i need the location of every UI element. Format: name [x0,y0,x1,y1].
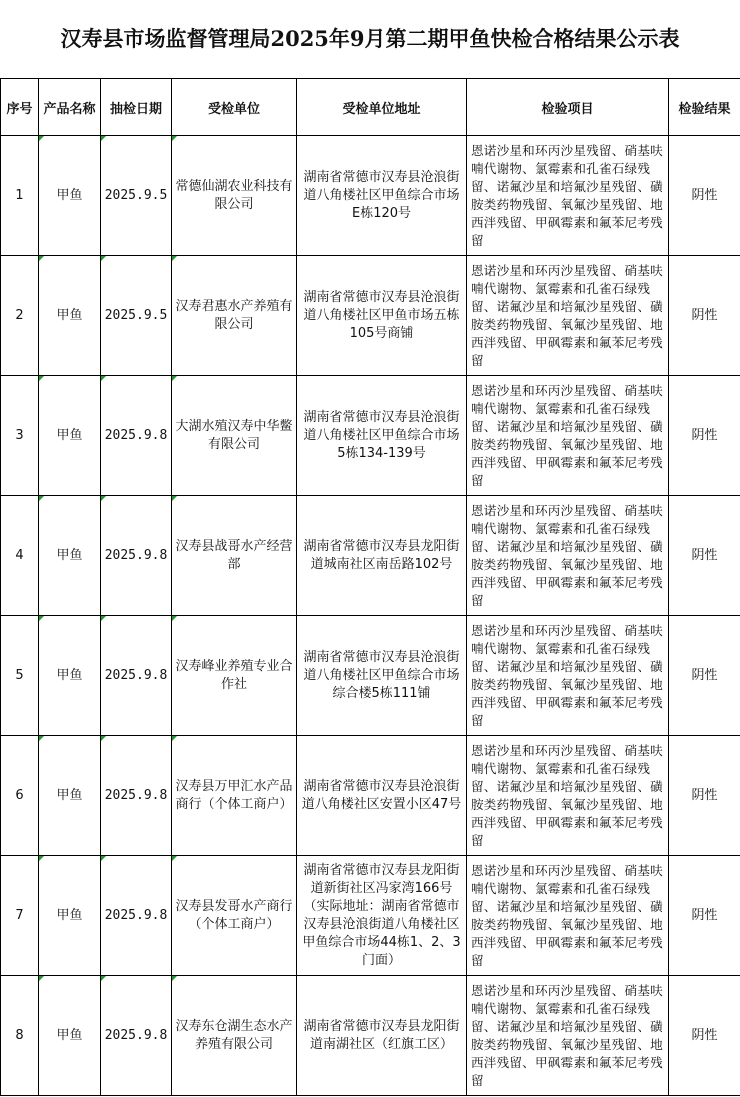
cell-product: 甲鱼 [39,256,101,376]
cell-address: 湖南省常德市汉寿县龙阳街道南湖社区（红旗工区） [297,976,467,1096]
cell-result: 阴性 [669,616,740,736]
table-row [1,136,740,256]
header-product: 产品名称 [39,79,101,136]
cell-items: 恩诺沙星和环丙沙星残留、硝基呋喃代谢物、氯霉素和孔雀石绿残留、诺氟沙星和培氟沙星残留、磺胺类药物残留、氧氟沙星残留、地西泮残留、甲砜霉素和氟苯尼考残留 [467,736,669,856]
cell-address: 湖南省常德市汉寿县沧浪街道八角楼社区甲鱼市场五栋105号商铺 [297,256,467,376]
cell-items: 恩诺沙星和环丙沙星残留、硝基呋喃代谢物、氯霉素和孔雀石绿残留、诺氟沙星和培氟沙星残留、磺胺类药物残留、氧氟沙星残留、地西泮残留、甲砜霉素和氟苯尼考残留 [467,256,669,376]
cell-address: 湖南省常德市汉寿县沧浪街道八角楼社区甲鱼综合市场综合楼5栋111铺 [297,616,467,736]
cell-unit: 汉寿县发哥水产商行（个体工商户） [172,856,297,976]
cell-items: 恩诺沙星和环丙沙星残留、硝基呋喃代谢物、氯霉素和孔雀石绿残留、诺氟沙星和培氟沙星残留、磺胺类药物残留、氧氟沙星残留、地西泮残留、甲砜霉素和氟苯尼考残留 [467,376,669,496]
cell-address: 湖南省常德市汉寿县龙阳街道城南社区南岳路102号 [297,496,467,616]
cell-unit: 汉寿君惠水产养殖有限公司 [172,256,297,376]
cell-seq: 3 [1,376,39,496]
cell-seq: 8 [1,976,39,1096]
cell-product: 甲鱼 [39,976,101,1096]
cell-items: 恩诺沙星和环丙沙星残留、硝基呋喃代谢物、氯霉素和孔雀石绿残留、诺氟沙星和培氟沙星残留、磺胺类药物残留、氧氟沙星残留、地西泮残留、甲砜霉素和氟苯尼考残留 [467,856,669,976]
results-table [0,78,740,1096]
cell-product: 甲鱼 [39,376,101,496]
cell-address: 湖南省常德市汉寿县沧浪街道八角楼社区安置小区47号 [297,736,467,856]
cell-result: 阴性 [669,256,740,376]
cell-address: 湖南省常德市汉寿县龙阳街道新街社区冯家湾166号（实际地址：湖南省常德市汉寿县沧浪街道八角楼社区甲鱼综合市场44栋1、2、3门面） [297,856,467,976]
cell-unit: 常德仙湖农业科技有限公司 [172,136,297,256]
cell-product: 甲鱼 [39,136,101,256]
cell-result: 阴性 [669,136,740,256]
cell-seq: 7 [1,856,39,976]
cell-date: 2025.9.8 [101,736,172,856]
cell-address: 湖南省常德市汉寿县沧浪街道八角楼社区甲鱼综合市场E栋120号 [297,136,467,256]
cell-result: 阴性 [669,496,740,616]
cell-unit: 汉寿县万甲汇水产品商行（个体工商户） [172,736,297,856]
cell-seq: 2 [1,256,39,376]
cell-items: 恩诺沙星和环丙沙星残留、硝基呋喃代谢物、氯霉素和孔雀石绿残留、诺氟沙星和培氟沙星残留、磺胺类药物残留、氧氟沙星残留、地西泮残留、甲砜霉素和氟苯尼考残留 [467,976,669,1096]
header-result: 检验结果 [669,79,740,136]
cell-date: 2025.9.8 [101,976,172,1096]
cell-seq: 4 [1,496,39,616]
page-title: 汉寿县市场监督管理局2025年9月第二期甲鱼快检合格结果公示表 [60,26,680,51]
header-unit: 受检单位 [172,79,297,136]
header-date: 抽检日期 [101,79,172,136]
cell-date: 2025.9.5 [101,136,172,256]
header-address: 受检单位地址 [297,79,467,136]
cell-product: 甲鱼 [39,616,101,736]
cell-unit: 大湖水殖汉寿中华鳖有限公司 [172,376,297,496]
table-row [1,376,740,496]
cell-result: 阴性 [669,856,740,976]
cell-result: 阴性 [669,976,740,1096]
cell-unit: 汉寿峰业养殖专业合作社 [172,616,297,736]
table-row [1,496,740,616]
table-row [1,856,740,976]
table-row [1,976,740,1096]
cell-items: 恩诺沙星和环丙沙星残留、硝基呋喃代谢物、氯霉素和孔雀石绿残留、诺氟沙星和培氟沙星残留、磺胺类药物残留、氧氟沙星残留、地西泮残留、甲砜霉素和氟苯尼考残留 [467,616,669,736]
cell-seq: 6 [1,736,39,856]
cell-product: 甲鱼 [39,856,101,976]
cell-address: 湖南省常德市汉寿县沧浪街道八角楼社区甲鱼综合市场5栋134-139号 [297,376,467,496]
table-row [1,256,740,376]
cell-date: 2025.9.5 [101,256,172,376]
cell-date: 2025.9.8 [101,376,172,496]
header-row [1,79,740,136]
table-row [1,616,740,736]
cell-product: 甲鱼 [39,496,101,616]
cell-items: 恩诺沙星和环丙沙星残留、硝基呋喃代谢物、氯霉素和孔雀石绿残留、诺氟沙星和培氟沙星残留、磺胺类药物残留、氧氟沙星残留、地西泮残留、甲砜霉素和氟苯尼考残留 [467,136,669,256]
cell-seq: 1 [1,136,39,256]
cell-date: 2025.9.8 [101,496,172,616]
cell-seq: 5 [1,616,39,736]
cell-date: 2025.9.8 [101,616,172,736]
table-row [1,736,740,856]
cell-date: 2025.9.8 [101,856,172,976]
cell-result: 阴性 [669,376,740,496]
cell-unit: 汉寿县战哥水产经营部 [172,496,297,616]
cell-unit: 汉寿东仓湖生态水产养殖有限公司 [172,976,297,1096]
header-items: 检验项目 [467,79,669,136]
header-seq: 序号 [1,79,39,136]
cell-items: 恩诺沙星和环丙沙星残留、硝基呋喃代谢物、氯霉素和孔雀石绿残留、诺氟沙星和培氟沙星残留、磺胺类药物残留、氧氟沙星残留、地西泮残留、甲砜霉素和氟苯尼考残留 [467,496,669,616]
cell-result: 阴性 [669,736,740,856]
cell-product: 甲鱼 [39,736,101,856]
